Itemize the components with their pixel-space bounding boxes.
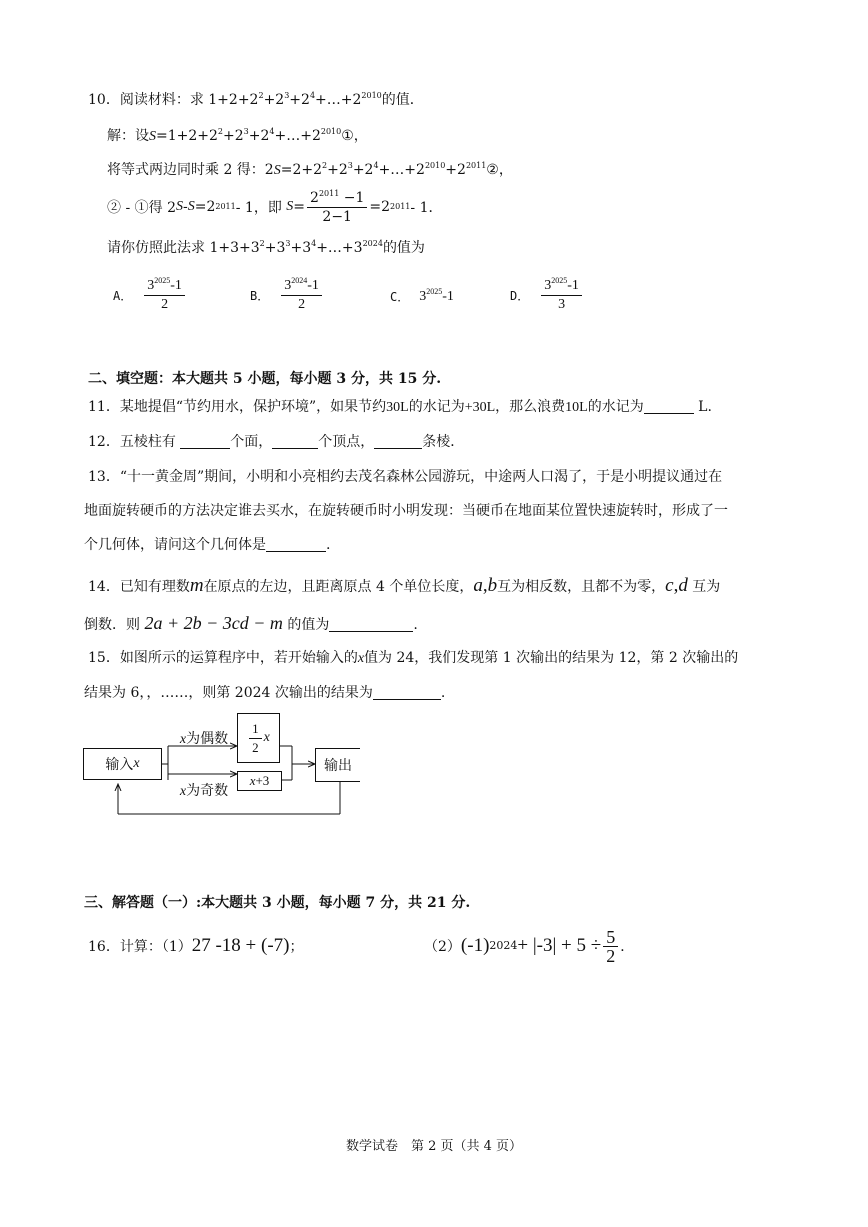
flowchart-odd-label: x为奇数 xyxy=(179,783,229,799)
q12-faces-blank[interactable] xyxy=(180,434,230,449)
q10-stem: 10．阅读材料：求 $1+2+2^2+2^3+2^4+\dots+2^{2010}$的值． xyxy=(88,91,424,108)
q14-answer-blank[interactable] xyxy=(329,617,413,632)
flowchart-input-box: 输入 x xyxy=(83,748,162,780)
flowchart-half-box: $\frac{1}{2}$ x xyxy=(237,713,280,763)
option-c[interactable]: C． $3^{2025}-1$ xyxy=(390,286,454,304)
q10-question: 请你仿照此法求 $1+3+3^2+3^3+3^4+\dots+3^{2024}$的值为 xyxy=(107,239,425,256)
q16-part1-expression: 27 -18 + (-7) xyxy=(191,935,290,956)
q10-solution-line1: 解：设$S=1+2+2^2+2^3+2^4+\dots+2^{2010}①$， xyxy=(107,127,368,144)
section-2-heading: 二、填空题：本大题共 5 小题，每小题 3 分，共 15 分. xyxy=(88,371,442,387)
q14-line1: 14．已知有理数m在原点的左边，且距离原点 4 个单位长度，a,b互为相反数，且都不为零，c,d 互为 xyxy=(88,575,721,596)
section-3-heading: 三、解答题（一）:本大题共 3 小题，每小题 7 分，共 21 分. xyxy=(84,895,471,911)
q16: 16．计算：（1） 27 -18 + (-7) ； xyxy=(88,935,304,956)
q13-line2: 地面旋转硬币的方法决定谁去买水，在旋转硬币时小明发现：当硬币在地面某位置快速旋转时，形成了一 xyxy=(84,503,728,519)
q10-solution-line2: 将等式两边同时乘 2 得：$2S=2+2^2+2^3+2^4+\dots+2^{2010}+2^{2011}②$， xyxy=(107,161,513,178)
q13-answer-blank[interactable] xyxy=(266,537,326,552)
flowchart xyxy=(80,708,380,828)
q15-line1: 15．如图所示的运算程序中，若开始输入的x值为 24，我们发现第 1 次输出的结果为 12，第 2 次输出的 xyxy=(88,650,739,666)
q13-line3: 个几何体，请问这个几何体是 . xyxy=(84,537,331,553)
q12-edges-blank[interactable] xyxy=(374,434,422,449)
flowchart-even-label: x为偶数 xyxy=(179,731,229,747)
option-b[interactable]: B． $\frac{3^{2024}-1}{2}$ xyxy=(250,278,324,313)
option-a[interactable]: A． $\frac{3^{2025}-1}{2}$ xyxy=(113,278,187,313)
q16-part2: （2） (-1) 2024 + |-3| + 5 ÷ $\frac{5}{2}$ ． xyxy=(424,926,635,966)
q12: 12．五棱柱有 个面， 个顶点， 条棱． xyxy=(88,434,465,450)
q12-vertices-blank[interactable] xyxy=(272,434,318,449)
q15-answer-blank[interactable] xyxy=(373,685,441,700)
flowchart-output-box: 输出 xyxy=(315,748,360,782)
q13-line1: 13．“十一黄金周”期间，小明和小亮相约去茂名森林公园游玩，中途两人口渴了，于是小明提议通过在 xyxy=(88,469,723,485)
flowchart-plus3-box: x +3 xyxy=(237,771,282,791)
q11-answer-blank[interactable] xyxy=(644,399,694,414)
q11: 11．某地提倡“节约用水，保护环境”，如果节约30L的水记为+30L，那么浪费10L的水记为 L. xyxy=(88,399,712,415)
q14-line2: 倒数．则 2a + 2b − 3cd − m 的值为 . xyxy=(84,613,418,633)
q10-solution-line3: ② - ①得 2 S - S =2 2011 - 1，即 S = $\frac{2^{2011} -1}{2-1}$ =2 2011 - 1． xyxy=(107,188,443,225)
option-d[interactable]: D． $\frac{3^{2025}-1}{3}$ xyxy=(510,278,584,313)
page-footer: 数学试卷 第 2 页（共 4 页） xyxy=(345,1139,523,1154)
q10-fraction: $\frac{2^{2011} -1}{2-1}$ xyxy=(307,190,367,225)
q15-line2: 结果为 6，，……，则第 2024 次输出的结果为 . xyxy=(84,685,446,701)
